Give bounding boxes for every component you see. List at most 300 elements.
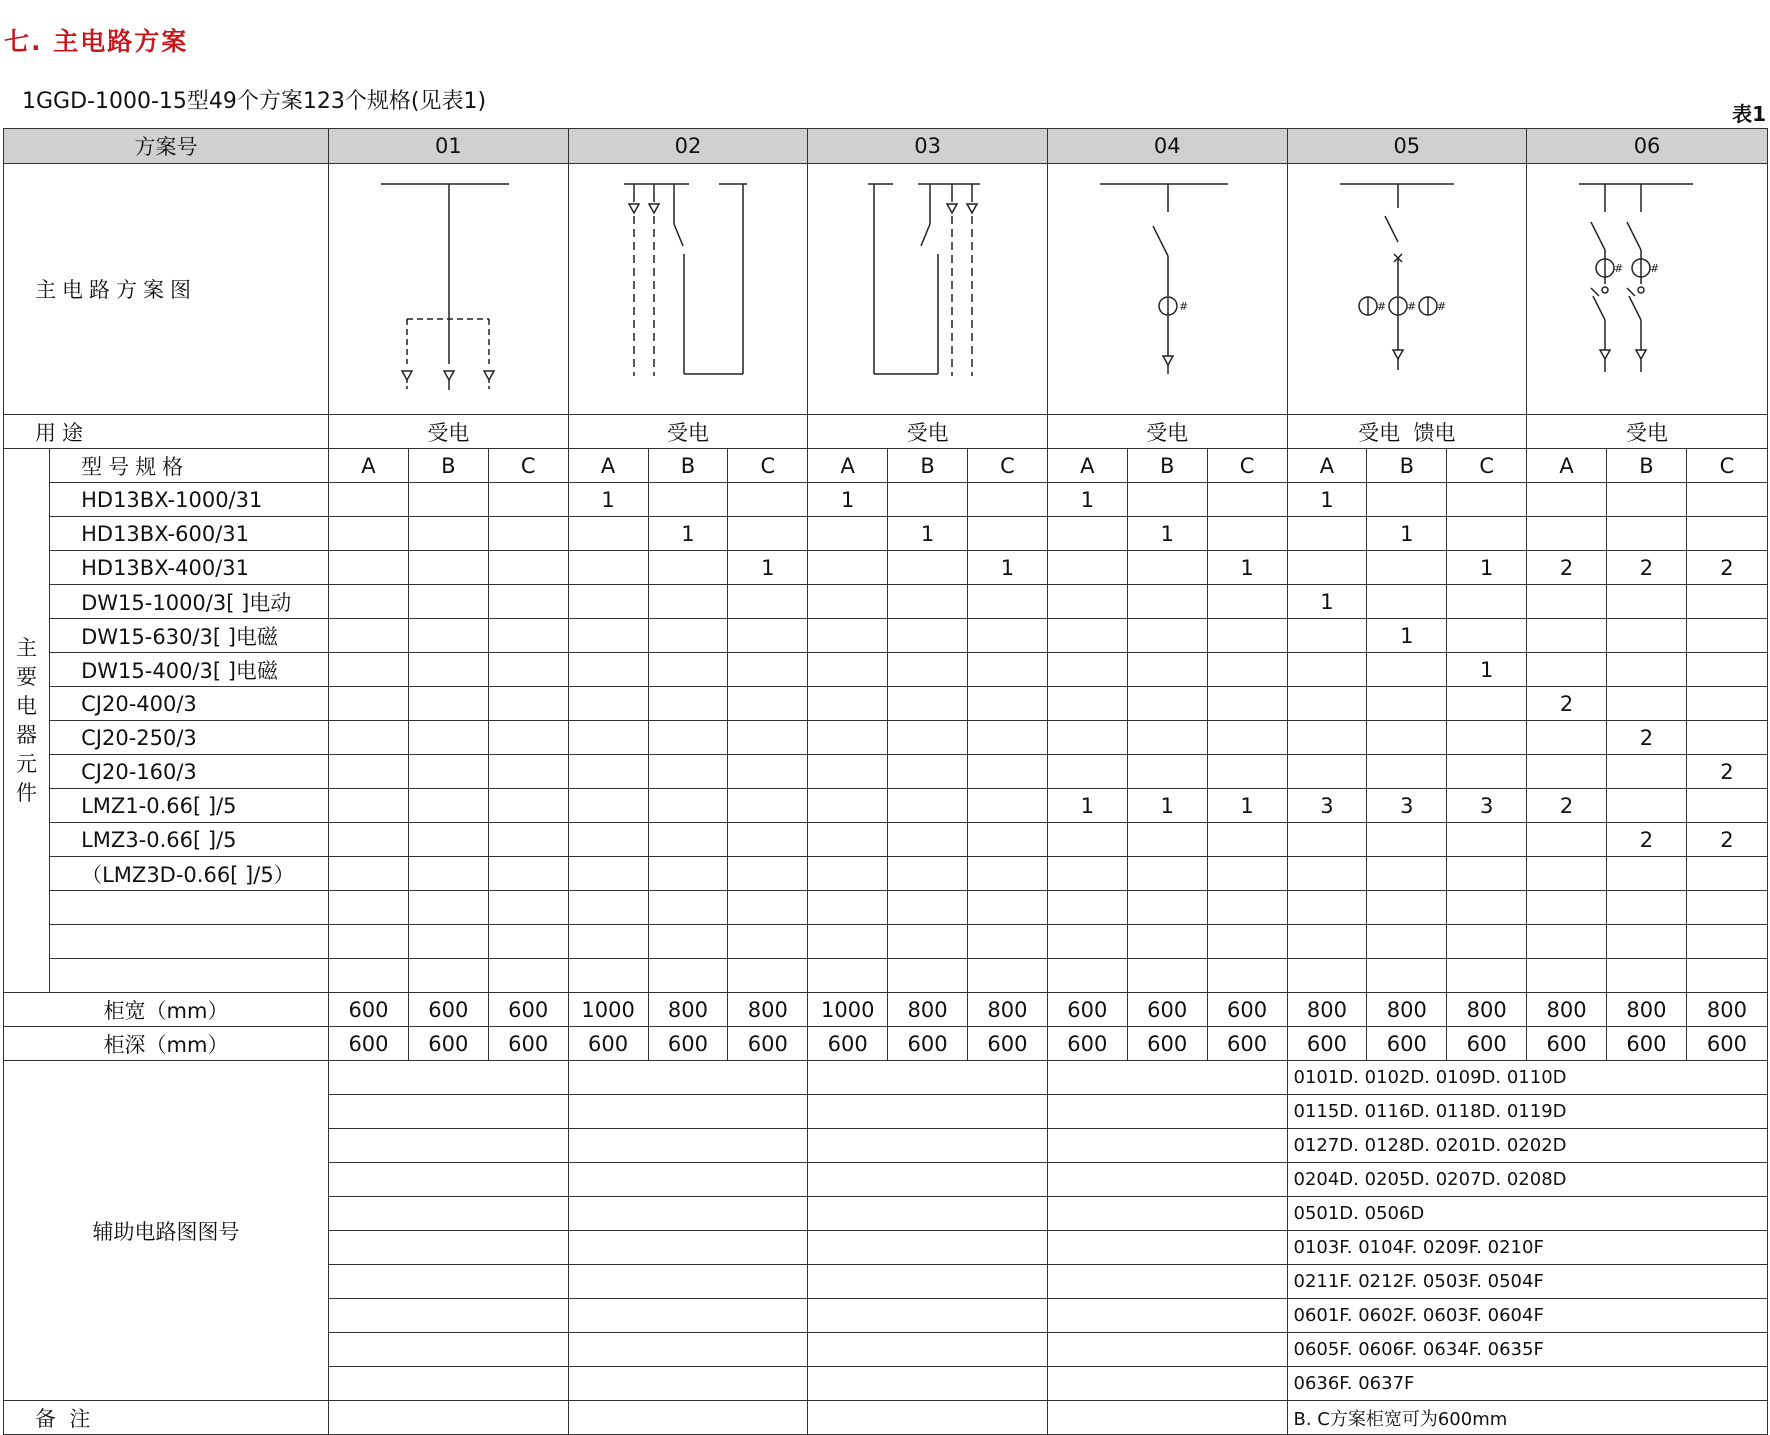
component-qty <box>329 483 409 517</box>
component-qty <box>1527 585 1607 619</box>
cabinet-width-value: 800 <box>1686 993 1767 1027</box>
component-qty <box>888 551 968 585</box>
component-row <box>4 959 1768 993</box>
variant-cell: C <box>728 449 808 483</box>
component-qty <box>1287 619 1367 653</box>
earth-terminal-icon <box>1527 164 1767 414</box>
component-qty <box>1047 857 1127 891</box>
component-qty: 1 <box>1047 483 1127 517</box>
remarks-empty-cell <box>808 1401 1048 1435</box>
scheme-03: 03 <box>808 129 1048 164</box>
component-qty <box>488 823 568 857</box>
variant-cell: B <box>1127 449 1207 483</box>
cabinet-width-value: 800 <box>968 993 1048 1027</box>
variant-cell: A <box>1047 449 1127 483</box>
component-row <box>4 687 1768 721</box>
component-qty <box>1447 891 1527 925</box>
component-qty <box>1127 857 1207 891</box>
component-row <box>4 789 1768 823</box>
component-qty <box>1127 619 1207 653</box>
usage-cell: 受电 馈电 <box>1287 415 1527 449</box>
component-qty <box>408 891 488 925</box>
component-qty <box>329 585 409 619</box>
aux-code: 0501D. 0506D <box>1287 1197 1768 1231</box>
component-qty <box>1606 789 1686 823</box>
cabinet-width-value: 600 <box>1127 993 1207 1027</box>
component-qty <box>488 517 568 551</box>
aux-empty-cell <box>568 1163 808 1197</box>
component-qty <box>1367 959 1447 993</box>
component-qty <box>1447 959 1527 993</box>
component-qty <box>488 585 568 619</box>
cabinet-width-value: 800 <box>1287 993 1367 1027</box>
cabinet-width-row <box>4 993 1768 1027</box>
current-transformer-icon <box>1288 164 1527 414</box>
component-qty <box>1287 857 1367 891</box>
cabinet-width-value: 800 <box>648 993 728 1027</box>
cabinet-width-value: 1000 <box>568 993 648 1027</box>
component-qty <box>1127 687 1207 721</box>
diagram-row <box>4 164 1768 415</box>
component-qty <box>1367 721 1447 755</box>
aux-empty-cell <box>568 1129 808 1163</box>
variant-cell: C <box>1686 449 1767 483</box>
component-qty <box>808 891 888 925</box>
component-qty <box>488 721 568 755</box>
component-qty <box>1047 755 1127 789</box>
component-qty <box>648 857 728 891</box>
component-qty <box>1047 891 1127 925</box>
component-qty <box>1447 585 1527 619</box>
component-qty <box>488 857 568 891</box>
cabinet-depth-value: 600 <box>1686 1027 1767 1061</box>
busbar-feeder-icon <box>329 164 568 414</box>
scheme-04: 04 <box>1047 129 1287 164</box>
component-qty <box>408 959 488 993</box>
component-qty <box>1686 891 1767 925</box>
component-qty <box>968 483 1048 517</box>
component-qty <box>1527 517 1607 551</box>
component-qty <box>1127 925 1207 959</box>
current-transformer-icon <box>1048 164 1287 414</box>
component-qty <box>808 721 888 755</box>
component-qty <box>1287 959 1367 993</box>
component-name <box>50 925 329 959</box>
component-qty <box>1686 687 1767 721</box>
component-qty <box>1287 891 1367 925</box>
component-qty <box>408 653 488 687</box>
component-qty <box>568 721 648 755</box>
component-qty <box>1207 687 1287 721</box>
component-qty <box>329 721 409 755</box>
aux-code: 0605F. 0606F. 0634F. 0635F <box>1287 1333 1768 1367</box>
usage-cell: 受电 <box>808 415 1048 449</box>
cabinet-depth-value: 600 <box>808 1027 888 1061</box>
component-qty <box>488 959 568 993</box>
component-qty <box>1447 857 1527 891</box>
component-qty <box>408 823 488 857</box>
component-name: DW15-630/3[ ]电磁 <box>50 619 329 653</box>
component-qty <box>1367 653 1447 687</box>
component-qty <box>1287 925 1367 959</box>
component-qty <box>728 857 808 891</box>
component-name: CJ20-400/3 <box>50 687 329 721</box>
aux-code: 0101D. 0102D. 0109D. 0110D <box>1287 1061 1768 1095</box>
component-qty <box>728 823 808 857</box>
component-qty <box>888 483 968 517</box>
variant-cell: A <box>329 449 409 483</box>
cabinet-width-value: 600 <box>329 993 409 1027</box>
component-name: DW15-1000/3[ ]电动 <box>50 585 329 619</box>
component-qty <box>1367 483 1447 517</box>
component-qty <box>968 823 1048 857</box>
aux-empty-cell <box>808 1333 1048 1367</box>
component-qty <box>1207 483 1287 517</box>
svg-text:#: # <box>1650 262 1660 275</box>
component-row <box>4 755 1768 789</box>
component-qty <box>488 483 568 517</box>
component-qty <box>648 585 728 619</box>
component-qty <box>1367 755 1447 789</box>
aux-empty-cell <box>808 1095 1048 1129</box>
component-qty <box>1047 687 1127 721</box>
diagram-row-label: 主电路方案图 <box>4 164 329 415</box>
component-qty <box>568 585 648 619</box>
component-qty <box>1367 857 1447 891</box>
cabinet-width-value: 800 <box>1606 993 1686 1027</box>
component-qty <box>1047 925 1127 959</box>
component-qty <box>1047 619 1127 653</box>
component-qty <box>968 925 1048 959</box>
component-qty <box>1686 517 1767 551</box>
component-qty: 1 <box>1287 585 1367 619</box>
cabinet-width-value: 600 <box>488 993 568 1027</box>
component-qty <box>408 483 488 517</box>
aux-empty-cell <box>1047 1231 1287 1265</box>
component-qty <box>1287 823 1367 857</box>
scheme-02: 02 <box>568 129 808 164</box>
component-qty <box>728 517 808 551</box>
component-qty <box>1367 891 1447 925</box>
component-qty <box>808 925 888 959</box>
component-qty: 1 <box>1127 789 1207 823</box>
component-qty <box>648 721 728 755</box>
component-qty: 1 <box>1207 789 1287 823</box>
component-qty <box>1047 823 1127 857</box>
component-qty <box>888 857 968 891</box>
variant-cell: A <box>1527 449 1607 483</box>
cabinet-depth-value: 600 <box>568 1027 648 1061</box>
component-qty <box>1047 959 1127 993</box>
component-qty <box>968 891 1048 925</box>
component-qty <box>1207 653 1287 687</box>
component-row <box>4 619 1768 653</box>
component-qty <box>1527 755 1607 789</box>
component-qty <box>329 959 409 993</box>
diagram-04 <box>1047 164 1287 415</box>
component-qty <box>888 755 968 789</box>
aux-empty-cell <box>568 1367 808 1401</box>
aux-code: 0601F. 0602F. 0603F. 0604F <box>1287 1299 1768 1333</box>
aux-empty-cell <box>1047 1095 1287 1129</box>
component-qty <box>1287 653 1367 687</box>
component-qty <box>329 925 409 959</box>
component-qty: 1 <box>728 551 808 585</box>
component-qty <box>568 959 648 993</box>
component-row <box>4 925 1768 959</box>
component-name: HD13BX-1000/31 <box>50 483 329 517</box>
component-qty <box>1606 891 1686 925</box>
component-qty: 1 <box>1447 551 1527 585</box>
component-group-label <box>4 449 50 993</box>
component-name: HD13BX-600/31 <box>50 517 329 551</box>
component-qty <box>1047 721 1127 755</box>
component-qty: 2 <box>1527 687 1607 721</box>
component-qty <box>1527 959 1607 993</box>
scheme-06: 06 <box>1527 129 1768 164</box>
variant-cell: B <box>648 449 728 483</box>
component-qty <box>968 857 1048 891</box>
component-qty <box>1447 517 1527 551</box>
component-qty <box>329 891 409 925</box>
aux-empty-cell <box>808 1197 1048 1231</box>
aux-empty-cell <box>329 1129 569 1163</box>
cabinet-depth-value: 600 <box>888 1027 968 1061</box>
component-qty <box>648 891 728 925</box>
aux-empty-cell <box>808 1299 1048 1333</box>
cabinet-depth-value: 600 <box>1287 1027 1367 1061</box>
component-qty <box>488 551 568 585</box>
svg-text:#: # <box>1178 300 1189 313</box>
component-qty <box>488 891 568 925</box>
aux-empty-cell <box>568 1197 808 1231</box>
component-qty <box>728 483 808 517</box>
component-qty <box>568 891 648 925</box>
variant-cell: C <box>1447 449 1527 483</box>
component-qty <box>1527 857 1607 891</box>
svg-text:#: # <box>1436 300 1446 313</box>
aux-empty-cell <box>329 1299 569 1333</box>
switch-fuse-icon <box>808 164 1047 414</box>
component-name: CJ20-250/3 <box>50 721 329 755</box>
component-qty <box>1367 823 1447 857</box>
component-qty <box>408 857 488 891</box>
component-qty <box>1447 687 1527 721</box>
switch-fuse-icon <box>569 164 808 414</box>
component-qty <box>408 925 488 959</box>
variant-cell: B <box>888 449 968 483</box>
cabinet-depth-value: 600 <box>1047 1027 1127 1061</box>
aux-code: 0115D. 0116D. 0118D. 0119D <box>1287 1095 1768 1129</box>
component-qty: 2 <box>1606 551 1686 585</box>
component-qty <box>808 551 888 585</box>
component-qty <box>568 517 648 551</box>
cabinet-width-value: 800 <box>1527 993 1607 1027</box>
cabinet-width-value: 600 <box>1047 993 1127 1027</box>
usage-label: 用途 <box>4 415 329 449</box>
usage-row <box>4 415 1768 449</box>
component-qty <box>888 925 968 959</box>
component-qty <box>329 687 409 721</box>
component-qty <box>1367 585 1447 619</box>
component-qty: 2 <box>1606 823 1686 857</box>
aux-empty-cell <box>568 1299 808 1333</box>
aux-empty-cell <box>808 1061 1048 1095</box>
component-qty <box>1127 959 1207 993</box>
component-qty <box>568 551 648 585</box>
component-qty <box>1287 721 1367 755</box>
component-qty <box>1686 653 1767 687</box>
component-qty <box>1606 585 1686 619</box>
cabinet-width-value: 800 <box>1367 993 1447 1027</box>
remarks-empty-cell <box>1047 1401 1287 1435</box>
component-qty <box>1527 721 1607 755</box>
component-qty: 1 <box>1127 517 1207 551</box>
svg-text:#: # <box>1614 262 1624 275</box>
variant-cell: B <box>1606 449 1686 483</box>
component-qty <box>1367 551 1447 585</box>
aux-empty-cell <box>1047 1129 1287 1163</box>
component-qty <box>1127 585 1207 619</box>
component-qty <box>968 517 1048 551</box>
component-qty <box>1047 585 1127 619</box>
component-qty <box>1686 585 1767 619</box>
component-qty <box>888 687 968 721</box>
component-qty <box>1606 959 1686 993</box>
aux-empty-cell <box>1047 1163 1287 1197</box>
component-row <box>4 653 1768 687</box>
component-name <box>50 959 329 993</box>
component-qty <box>1447 619 1527 653</box>
component-qty <box>1606 687 1686 721</box>
component-qty <box>1127 823 1207 857</box>
component-qty <box>648 959 728 993</box>
component-qty <box>1686 721 1767 755</box>
component-qty <box>808 857 888 891</box>
aux-code: 0204D. 0205D. 0207D. 0208D <box>1287 1163 1768 1197</box>
cabinet-depth-value: 600 <box>408 1027 488 1061</box>
aux-code: 0127D. 0128D. 0201D. 0202D <box>1287 1129 1768 1163</box>
cabinet-depth-value: 600 <box>1606 1027 1686 1061</box>
component-qty <box>648 619 728 653</box>
component-qty <box>1447 483 1527 517</box>
component-qty <box>1527 823 1607 857</box>
component-qty <box>1287 687 1367 721</box>
component-qty <box>808 823 888 857</box>
component-qty <box>968 959 1048 993</box>
cabinet-depth-value: 600 <box>728 1027 808 1061</box>
component-qty <box>1686 789 1767 823</box>
aux-empty-cell <box>568 1061 808 1095</box>
component-qty <box>728 619 808 653</box>
component-qty <box>1287 551 1367 585</box>
component-name <box>50 891 329 925</box>
cabinet-width-value: 600 <box>408 993 488 1027</box>
component-qty <box>1527 653 1607 687</box>
component-qty <box>1127 755 1207 789</box>
component-qty <box>1447 823 1527 857</box>
aux-empty-cell <box>329 1367 569 1401</box>
component-qty <box>1047 551 1127 585</box>
component-qty <box>1287 755 1367 789</box>
component-qty <box>888 619 968 653</box>
component-qty <box>968 653 1048 687</box>
aux-empty-cell <box>329 1333 569 1367</box>
component-qty <box>1207 925 1287 959</box>
component-qty <box>568 687 648 721</box>
aux-empty-cell <box>1047 1333 1287 1367</box>
component-qty <box>488 755 568 789</box>
cabinet-depth-value: 600 <box>1527 1027 1607 1061</box>
component-row <box>4 891 1768 925</box>
component-qty <box>1527 619 1607 653</box>
component-qty <box>1447 755 1527 789</box>
component-qty <box>1686 959 1767 993</box>
component-qty <box>968 755 1048 789</box>
component-qty <box>408 619 488 653</box>
aux-empty-cell <box>808 1367 1048 1401</box>
component-qty <box>568 755 648 789</box>
component-qty <box>808 585 888 619</box>
aux-empty-cell <box>808 1129 1048 1163</box>
aux-empty-cell <box>329 1231 569 1265</box>
component-qty <box>488 925 568 959</box>
component-qty <box>1527 891 1607 925</box>
component-row <box>4 551 1768 585</box>
component-qty <box>1606 925 1686 959</box>
section-subheading: 1GGD-1000-15型49个方案123个规格(见表1) <box>22 89 487 114</box>
variant-cell: B <box>1367 449 1447 483</box>
component-name: DW15-400/3[ ]电磁 <box>50 653 329 687</box>
component-qty <box>1047 517 1127 551</box>
component-qty <box>1686 483 1767 517</box>
aux-empty-cell <box>808 1265 1048 1299</box>
aux-empty-cell <box>1047 1367 1287 1401</box>
aux-empty-cell <box>1047 1197 1287 1231</box>
component-qty: 2 <box>1527 551 1607 585</box>
component-row <box>4 721 1768 755</box>
variant-cell: C <box>488 449 568 483</box>
component-qty <box>1686 925 1767 959</box>
component-qty <box>1527 925 1607 959</box>
cabinet-depth-value: 600 <box>1367 1027 1447 1061</box>
aux-empty-cell <box>1047 1299 1287 1333</box>
component-qty <box>1127 891 1207 925</box>
component-qty <box>408 721 488 755</box>
component-qty <box>329 857 409 891</box>
component-name: LMZ3-0.66[ ]/5 <box>50 823 329 857</box>
cabinet-width-label: 柜宽（mm） <box>4 993 329 1027</box>
scheme-01: 01 <box>329 129 569 164</box>
component-qty <box>808 755 888 789</box>
variant-cell: C <box>968 449 1048 483</box>
component-qty <box>648 755 728 789</box>
component-qty: 3 <box>1447 789 1527 823</box>
component-qty <box>488 619 568 653</box>
component-qty <box>568 857 648 891</box>
variant-cell: A <box>1287 449 1367 483</box>
component-qty <box>888 585 968 619</box>
component-qty <box>1207 755 1287 789</box>
component-qty <box>1606 857 1686 891</box>
variant-cell: A <box>568 449 648 483</box>
variant-cell: A <box>808 449 888 483</box>
usage-cell: 受电 <box>1527 415 1768 449</box>
aux-empty-cell <box>329 1061 569 1095</box>
aux-code: 0636F. 0637F <box>1287 1367 1768 1401</box>
cabinet-depth-value: 600 <box>1207 1027 1287 1061</box>
component-qty <box>1127 721 1207 755</box>
